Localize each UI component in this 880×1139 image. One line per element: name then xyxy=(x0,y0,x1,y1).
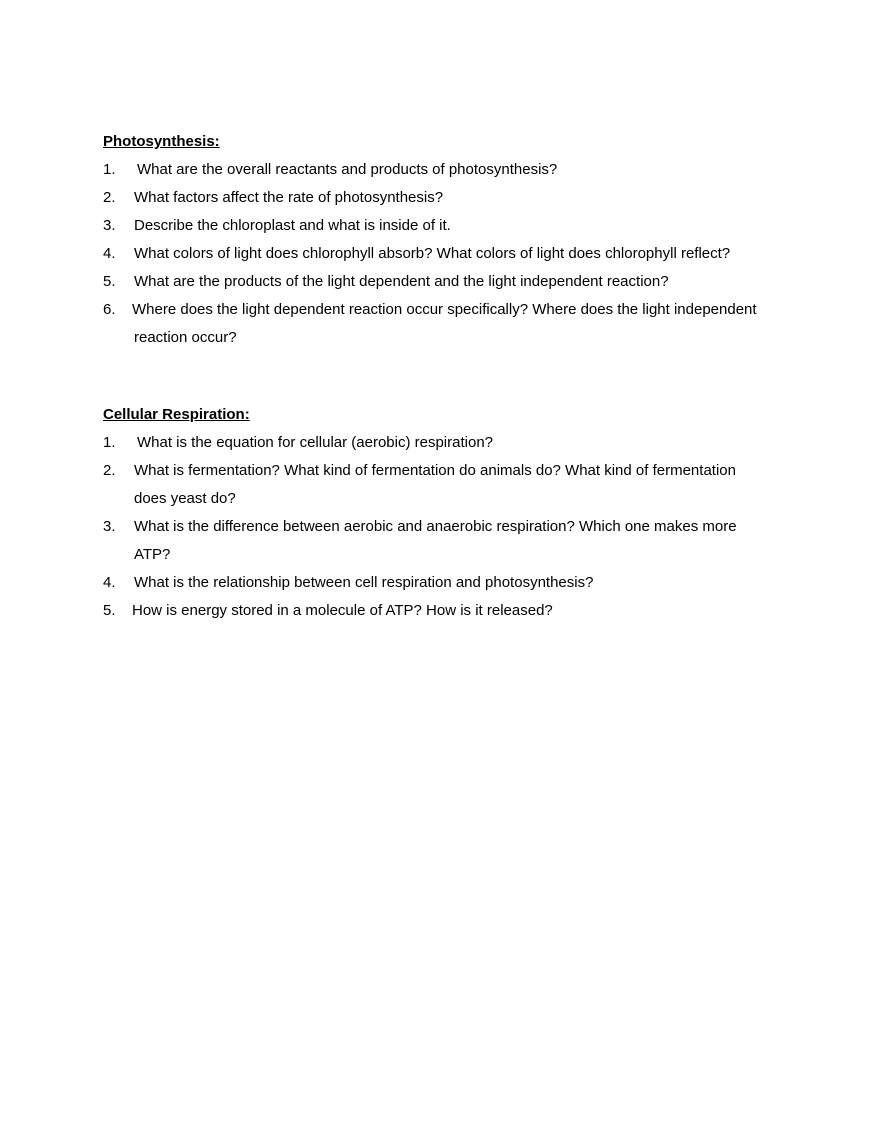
question-text: What are the overall reactants and products of photosynthesis? xyxy=(137,161,558,178)
question-text: What is the equation for cellular (aerobic) respiration? xyxy=(137,434,494,451)
question-item xyxy=(103,156,803,184)
question-item xyxy=(103,212,803,240)
question-text: What is the relationship between cell respiration and photosynthesis? xyxy=(134,574,594,591)
question-number: 3. xyxy=(103,518,116,535)
question-item xyxy=(103,184,803,212)
question-number: 4. xyxy=(103,245,116,262)
section-title: Photosynthesis: xyxy=(103,133,220,150)
question-text xyxy=(134,457,803,513)
photosynthesis-section xyxy=(103,128,803,352)
question-list xyxy=(103,156,803,352)
question-item xyxy=(103,513,803,569)
question-text: How is energy stored in a molecule of ATP? How is it released? xyxy=(132,602,553,619)
question-number: 2. xyxy=(103,189,116,206)
question-text: What factors affect the rate of photosynthesis? xyxy=(134,189,444,206)
question-text-line: What is the difference between aerobic and anaerobic respiration? Which one makes more xyxy=(134,518,737,535)
question-text: What are the products of the light dependent and the light independent reaction? xyxy=(134,273,669,290)
question-number: 5. xyxy=(103,602,116,619)
question-number: 3. xyxy=(103,217,116,234)
section-title: Cellular Respiration: xyxy=(103,406,250,423)
question-item xyxy=(103,240,803,268)
question-number: 1. xyxy=(103,434,116,451)
question-text: Describe the chloroplast and what is inside of it. xyxy=(134,217,451,234)
question-item xyxy=(103,429,803,457)
question-number: 4. xyxy=(103,574,116,591)
question-number: 6. xyxy=(103,301,116,318)
question-item xyxy=(103,457,803,513)
question-number: 1. xyxy=(103,161,116,178)
question-list xyxy=(103,429,803,625)
question-text-line: does yeast do? xyxy=(134,490,236,507)
cellular-respiration-section xyxy=(103,401,803,625)
question-text-line: reaction occur? xyxy=(134,329,237,346)
question-number: 5. xyxy=(103,273,116,290)
question-item xyxy=(103,569,803,597)
question-item xyxy=(103,268,803,296)
question-number: 2. xyxy=(103,462,116,479)
question-text: What colors of light does chlorophyll absorb? What colors of light does chlorophyll reflect? xyxy=(134,245,731,262)
question-text-line: What is fermentation? What kind of fermentation do animals do? What kind of fermentation xyxy=(134,462,736,479)
question-item xyxy=(103,597,803,625)
question-text-line: ATP? xyxy=(134,546,171,563)
question-text xyxy=(132,296,803,352)
question-text-line: Where does the light dependent reaction occur specifically? Where does the light independent xyxy=(132,301,757,318)
question-item xyxy=(103,296,803,352)
question-text xyxy=(134,513,803,569)
